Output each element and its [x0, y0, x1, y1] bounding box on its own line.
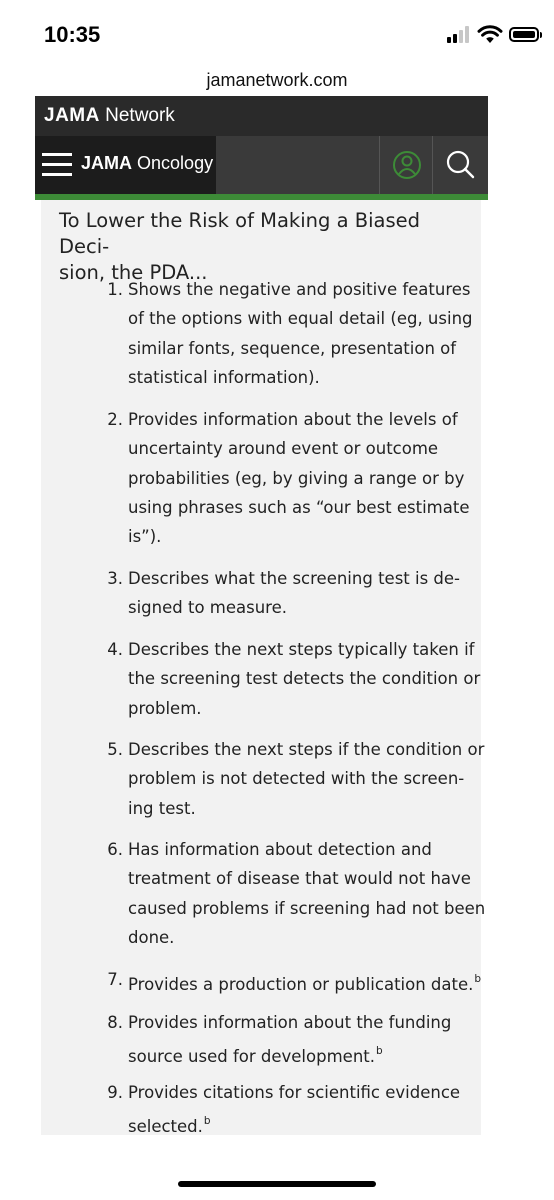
item-text-line [128, 1107, 211, 1141]
item-text: source used for development. [128, 1047, 375, 1067]
item-text-line [128, 965, 481, 999]
cellular-signal-icon [447, 25, 473, 43]
item-number: 7. [107, 970, 123, 989]
item-text-line [128, 434, 438, 463]
item-number: 9. [107, 1083, 123, 1102]
item-number: 8. [107, 1013, 123, 1032]
item-number: 6. [107, 840, 123, 859]
item-text-line [128, 635, 474, 664]
item-text-line [128, 1078, 460, 1107]
footnote-marker[interactable]: b [375, 1045, 383, 1058]
item-text: Describes what the screening test is de- [128, 569, 461, 588]
network-word: Network [105, 105, 175, 126]
item-number: 4. [107, 640, 123, 659]
menu-icon[interactable] [42, 153, 72, 177]
network-brand: JAMA [44, 105, 100, 126]
item-text-line [128, 664, 480, 693]
item-number: 3. [107, 569, 123, 588]
search-icon [433, 136, 488, 194]
item-text: problem. [128, 698, 202, 718]
item-text: Provides information about the levels of [128, 410, 458, 429]
item-text-line [128, 593, 287, 622]
status-icons [523, 25, 524, 45]
item-text-line [128, 1037, 383, 1071]
item-text-line [128, 522, 161, 551]
item-text: Describes the next steps if the condition or [128, 740, 485, 759]
item-text-line [128, 405, 458, 434]
item-text: selected. [128, 1117, 203, 1137]
journal-nav [35, 136, 216, 194]
item-text: similar fonts, sequence, presentation of [128, 338, 457, 358]
item-number: 1. [107, 280, 123, 299]
item-text: Provides information about the funding [128, 1013, 452, 1032]
item-text-line [128, 835, 432, 864]
wifi-icon [477, 24, 503, 44]
url-bar[interactable]: jamanetwork.com [206, 70, 348, 90]
item-text-line [128, 864, 471, 893]
status-bar [0, 0, 554, 70]
battery-icon [509, 27, 539, 42]
search-button[interactable] [433, 136, 488, 194]
item-text: treatment of disease that would not have [128, 869, 471, 889]
item-text: signed to measure. [128, 598, 287, 618]
footnote-marker[interactable]: b [474, 973, 482, 985]
journal-bar [35, 136, 488, 194]
item-text: uncertainty around event or outcome [128, 439, 439, 459]
item-text: of the options with equal detail (eg, using [128, 309, 473, 329]
item-text: Provides citations for scientific evidence [128, 1083, 461, 1102]
item-text: done. [128, 927, 175, 947]
item-text-line [128, 564, 460, 593]
article-box [41, 200, 486, 1137]
item-text-line [128, 275, 471, 304]
item-text: Provides a production or publication date. [128, 975, 474, 994]
journal-title[interactable] [81, 153, 213, 174]
jama-network-logo[interactable] [44, 105, 175, 127]
item-text-line [128, 1008, 451, 1037]
item-text: statistical information). [128, 367, 320, 387]
item-text: the screening test detects the condition or [128, 669, 481, 689]
section-title-line: To Lower the Risk of Making a Biased Deci- [59, 209, 420, 258]
journal-brand: JAMA [81, 153, 133, 173]
item-text: ing test. [128, 798, 196, 818]
item-text-line [128, 735, 484, 764]
item-text-line [128, 304, 473, 333]
item-text-line [128, 363, 320, 392]
item-number: 2. [107, 410, 123, 429]
user-icon [380, 136, 434, 194]
home-indicator[interactable] [178, 1181, 376, 1187]
item-text-line [128, 493, 469, 522]
item-text: problem is not detected with the screen- [128, 769, 465, 789]
item-text-line [128, 334, 456, 363]
item-text-line [128, 464, 464, 493]
item-number: 5. [107, 740, 123, 759]
item-text-line [128, 694, 202, 723]
item-text-line [128, 794, 196, 823]
item-text: Has information about detection and [128, 840, 432, 859]
item-text: caused problems if screening had not been [128, 898, 486, 918]
footnote-marker[interactable]: b [203, 1115, 211, 1128]
user-account-button[interactable] [379, 136, 433, 194]
item-text-line [128, 923, 174, 952]
item-text: probabilities (eg, by giving a range or by [128, 468, 465, 488]
item-text: using phrases such as “our best estimate [128, 497, 470, 517]
section-title-line: sion, the PDA... [59, 261, 208, 284]
status-time: 10:35 [44, 22, 101, 47]
item-text: is”). [128, 527, 162, 547]
journal-word: Oncology [137, 153, 214, 173]
item-text-line [128, 764, 464, 793]
jama-network-bar [35, 96, 488, 136]
item-text: Describes the next steps typically taken if [128, 640, 475, 659]
item-text: Shows the negative and positive features [128, 280, 471, 299]
item-text-line [128, 894, 485, 923]
